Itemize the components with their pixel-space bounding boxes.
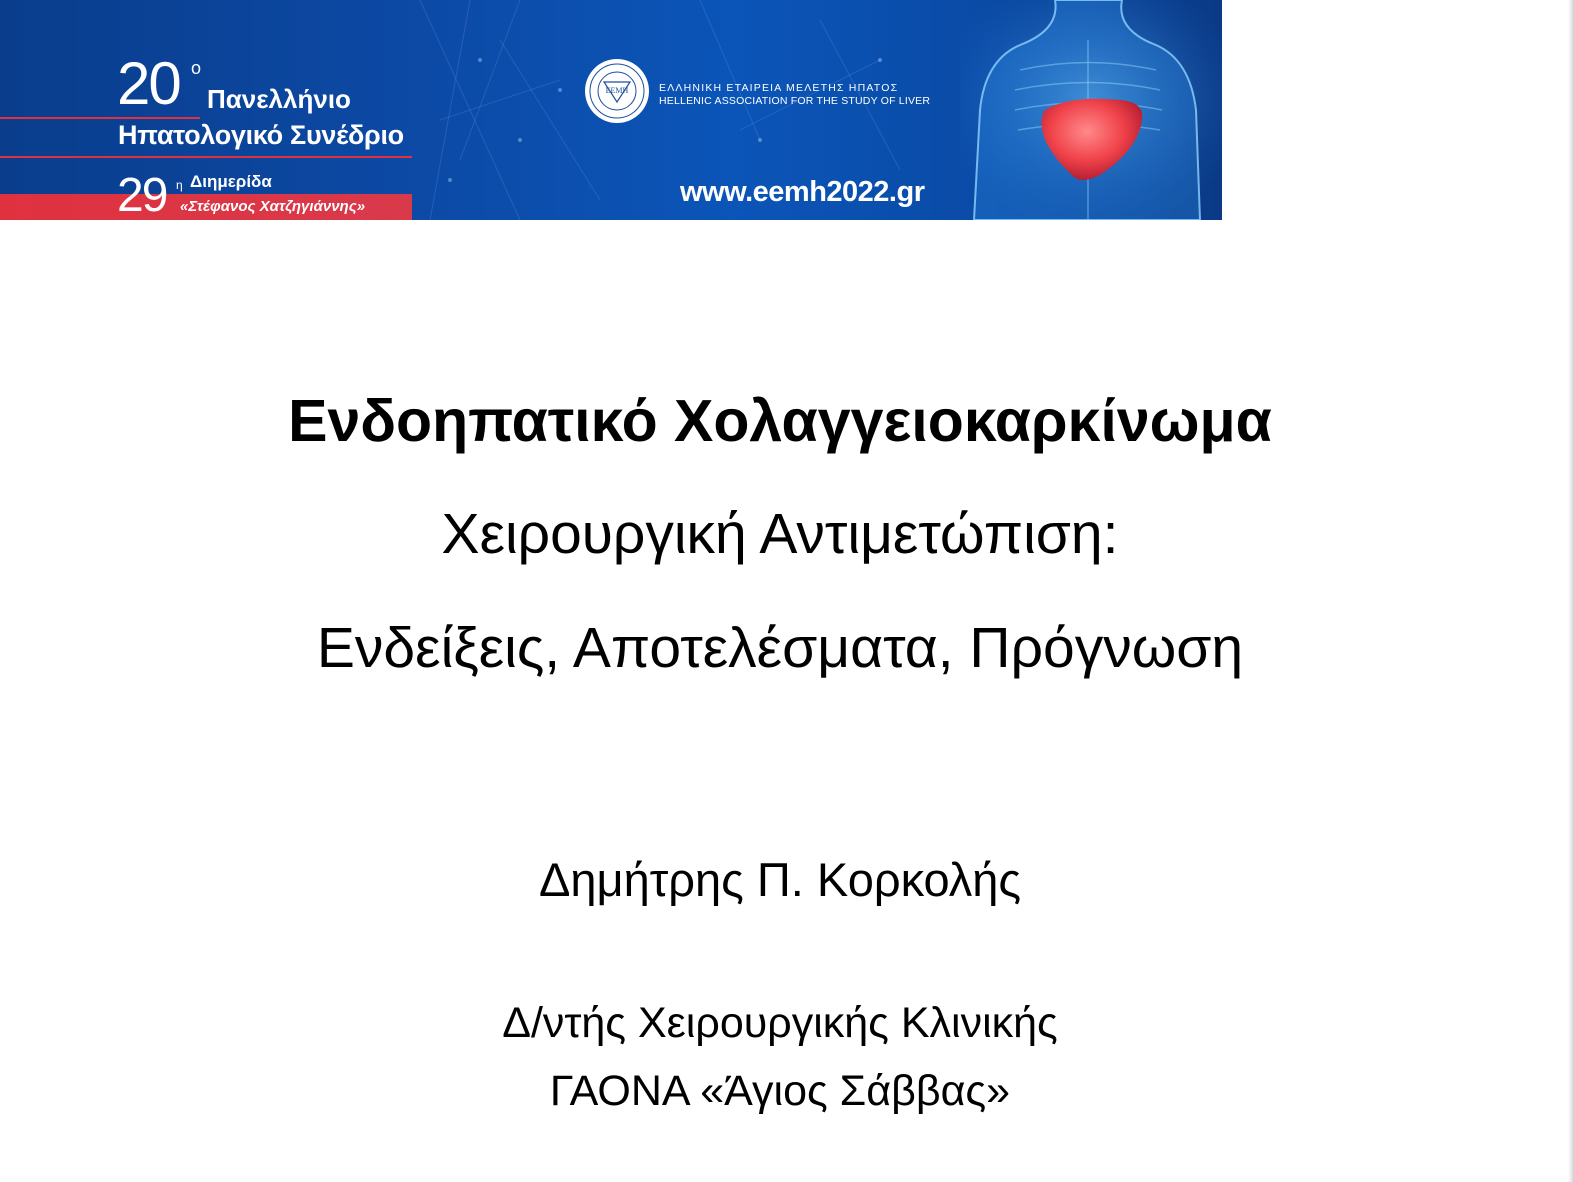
slide-subtitle-line1: Χειρουργική Αντιμετώπιση:	[441, 502, 1119, 566]
banner-red-line	[0, 117, 200, 119]
congress-banner	[0, 0, 1222, 220]
banner-red-line	[0, 156, 412, 158]
association-seal-logo	[584, 58, 650, 124]
svg-text:ΕΕΜΗ: ΕΕΜΗ	[605, 86, 629, 95]
symposium-label: Διημερίδα	[190, 172, 272, 191]
congress-title-line2: Ηπατολογικό Συνέδριο	[118, 120, 404, 150]
congress-title-line1: Πανελλήνιο	[207, 84, 351, 114]
symposium-name: «Στέφανος Χατζηγιάννης»	[180, 198, 366, 215]
author-role: Δ/ντής Χειρουργικής Κλινικής	[502, 999, 1058, 1047]
association-name-english: HELLENIC ASSOCIATION FOR THE STUDY OF LIVER	[659, 95, 931, 107]
slide-title: Ενδοηπατικό Χολαγγειοκαρκίνωμα	[288, 388, 1272, 454]
congress-number: 20	[117, 50, 180, 117]
page-edge-shadow	[1568, 0, 1574, 1182]
congress-website: www.eemh2022.gr	[680, 176, 925, 208]
author-name: Δημήτρης Π. Κορκολής	[538, 853, 1022, 906]
association-name-greek: ΕΛΛΗΝΙΚΗ ΕΤΑΙΡΕΙΑ ΜΕΛΕΤΗΣ ΗΠΑΤΟΣ	[659, 82, 899, 94]
torso-liver-icon	[960, 0, 1222, 220]
congress-degree: ο	[191, 58, 202, 78]
symposium-superscript: η	[176, 178, 183, 192]
hospital-name: ΓΑΟΝΑ «Άγιος Σάββας»	[549, 1067, 1011, 1115]
slide-subtitle-line2: Ενδείξεις, Αποτελέσματα, Πρόγνωση	[316, 616, 1244, 680]
symposium-number: 29	[117, 169, 167, 220]
